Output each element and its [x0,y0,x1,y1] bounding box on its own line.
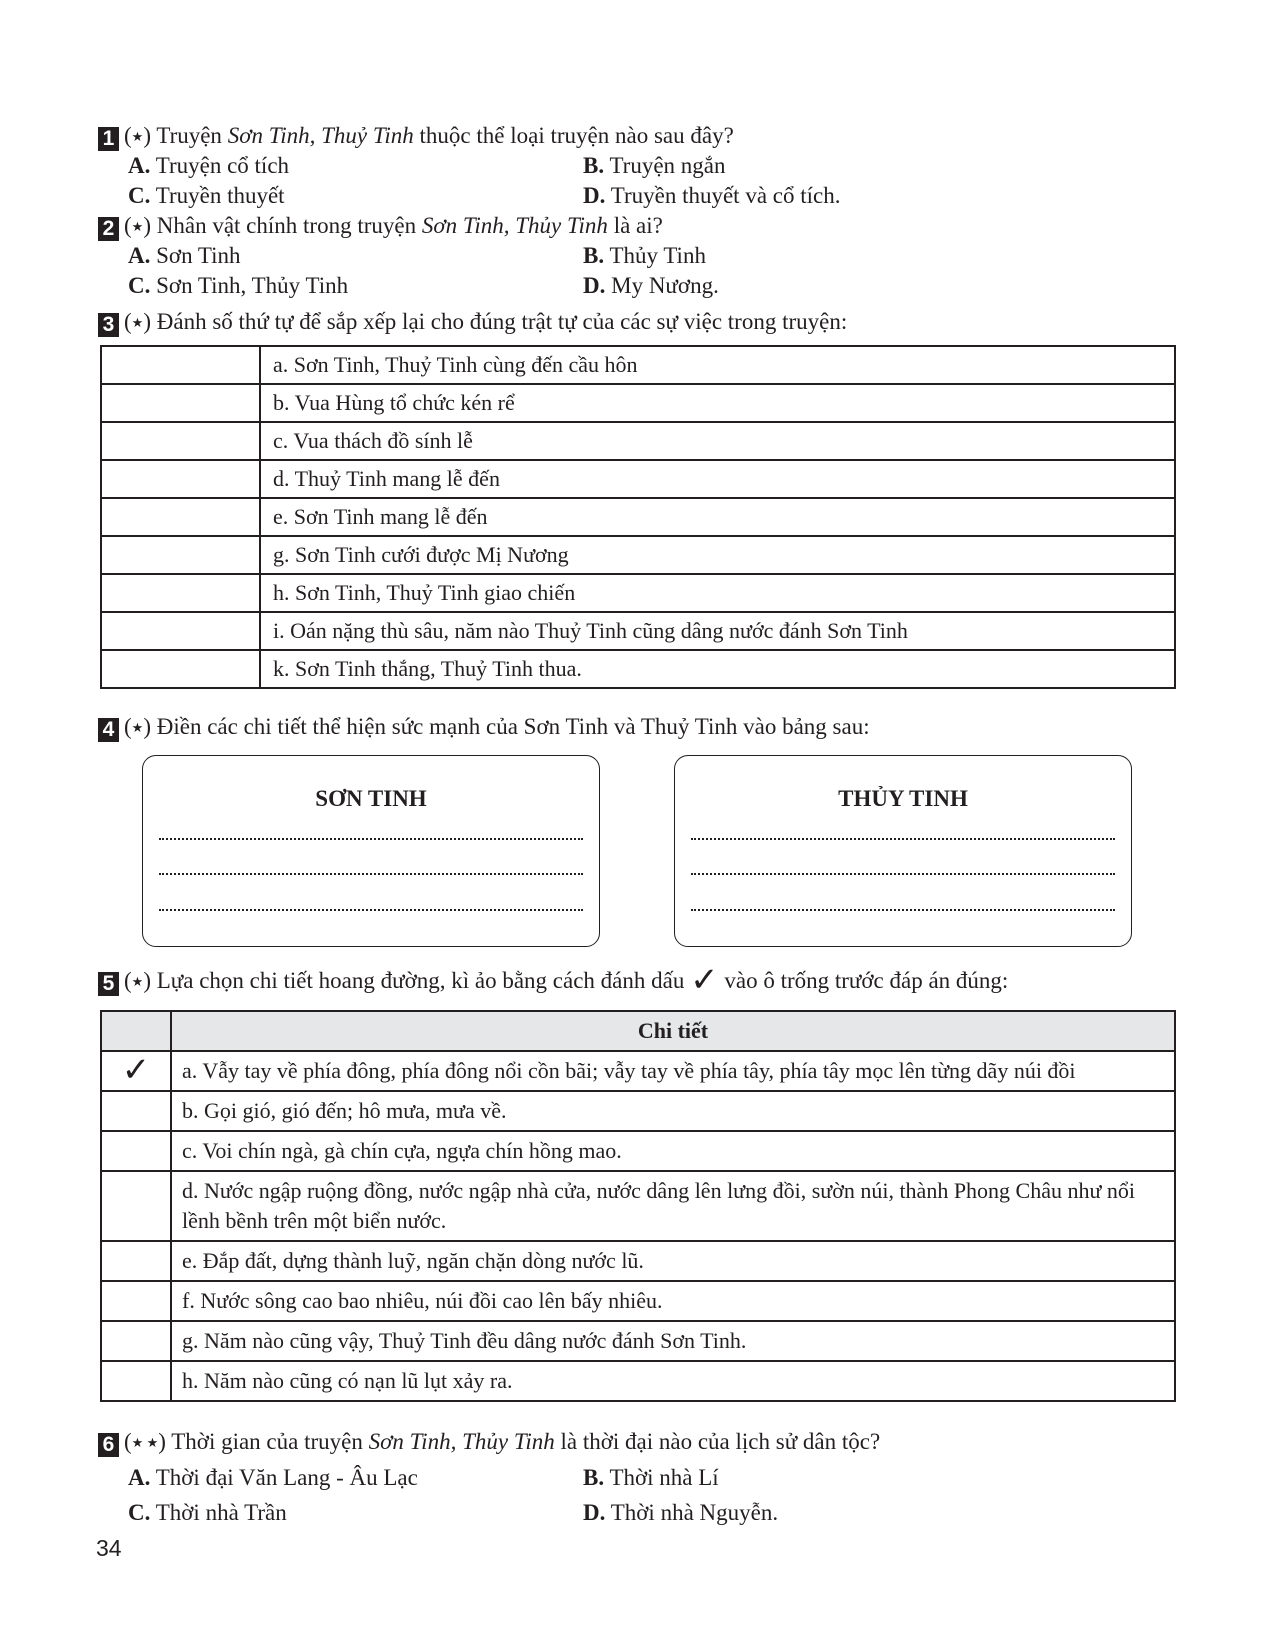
star-icon: ★ [131,974,144,989]
checkmark-icon: ✓ [690,962,719,999]
check-cell[interactable] [101,1281,171,1321]
check-cell[interactable] [101,1171,171,1241]
order-number-cell[interactable] [101,346,260,384]
question-4: 4 (★) Điền các chi tiết thể hiện sức mạnh của Sơn Tinh và Thuỷ Tinh vào bảng sau: [98,714,870,742]
story-title: Sơn Tinh, Thuỷ Tinh [227,123,414,148]
table-header: Chi tiết [171,1011,1175,1051]
order-number-cell[interactable] [101,536,260,574]
event-cell: c. Vua thách đồ sính lễ [260,422,1175,460]
option-b[interactable]: B. Thời nhà Lí [583,1465,719,1490]
question-text: Điền các chi tiết thể hiện sức mạnh của Sơn Tinh và Thuỷ Tinh vào bảng sau: [156,714,870,739]
option-b[interactable]: B. Thủy Tinh [583,243,706,268]
table-row [101,1321,1175,1361]
question-number: 5 [98,972,119,996]
event-cell: b. Vua Hùng tổ chức kén rể [260,384,1175,422]
page-number: 34 [96,1535,122,1561]
order-number-cell[interactable] [101,498,260,536]
event-cell: a. Sơn Tinh, Thuỷ Tinh cùng đến cầu hôn [260,346,1175,384]
question-number: 3 [98,313,119,337]
table-row [101,650,1175,688]
event-cell: h. Sơn Tinh, Thuỷ Tinh giao chiến [260,574,1175,612]
check-cell[interactable] [101,1241,171,1281]
detail-cell: a. Vẫy tay về phía đông, phía đông nổi cồn bãi; vẫy tay về phía tây, phía tây mọc lên từng dãy núi đồi [171,1051,1175,1091]
option-d[interactable]: D. Thời nhà Nguyễn. [583,1500,779,1525]
question-text: Đánh số thứ tự để sắp xếp lại cho đúng trật tự của các sự việc trong truyện: [156,309,848,334]
table-row [101,384,1175,422]
check-cell[interactable] [101,1091,171,1131]
event-cell: e. Sơn Tinh mang lễ đến [260,498,1175,536]
question-text: là thời đại nào của lịch sử dân tộc? [554,1429,881,1454]
table-row [101,1091,1175,1131]
order-number-cell[interactable] [101,612,260,650]
table-row [101,536,1175,574]
event-cell: d. Thuỷ Tinh mang lễ đến [260,460,1175,498]
option-a[interactable]: A. Thời đại Văn Lang - Âu Lạc [128,1465,418,1490]
detail-cell: g. Năm nào cũng vậy, Thuỷ Tinh đều dâng nước đánh Sơn Tinh. [171,1321,1175,1361]
order-number-cell[interactable] [101,650,260,688]
question-3: 3 (★) Đánh số thứ tự để sắp xếp lại cho đúng trật tự của các sự việc trong truyện: [98,309,847,337]
detail-cell: b. Gọi gió, gió đến; hô mưa, mưa về. [171,1091,1175,1131]
box-title: THỦY TINH [838,786,968,811]
option-b[interactable]: B. Truyện ngắn [583,153,726,178]
answer-line[interactable] [159,873,583,875]
question-number: 1 [98,127,119,151]
option-c[interactable]: C. Truyền thuyết [128,183,285,208]
check-cell[interactable] [101,1321,171,1361]
answer-line[interactable] [691,909,1115,911]
option-a[interactable]: A. Truyện cổ tích [128,153,290,178]
table-row [101,460,1175,498]
table-row [101,1281,1175,1321]
answer-line[interactable] [691,838,1115,840]
question-text: Nhân vật chính trong truyện [156,213,422,238]
answer-line[interactable] [159,909,583,911]
details-table [100,1010,1176,1402]
header-blank [101,1011,171,1051]
question-text: là ai? [607,213,663,238]
question-text: Lựa chọn chi tiết hoang đường, kì ảo bằng cách đánh dấu [156,968,691,993]
story-title: Sơn Tinh, Thủy Tinh [368,1429,555,1454]
detail-cell: h. Năm nào cũng có nạn lũ lụt xảy ra. [171,1361,1175,1401]
option-d[interactable]: D. Truyền thuyết và cổ tích. [583,183,841,208]
option-d[interactable]: D. My Nương. [583,273,719,298]
star-icon: ★ [131,720,144,735]
option-c[interactable]: C. Sơn Tinh, Thủy Tinh [128,273,349,298]
table-row [101,1361,1175,1401]
question-text: thuộc thể loại truyện nào sau đây? [413,123,734,148]
table-row [101,1051,1175,1091]
ordering-table [100,345,1176,689]
question-2: 2 (★) Nhân vật chính trong truyện Sơn Tinh, Thủy Tinh là ai? [98,213,663,241]
detail-cell: f. Nước sông cao bao nhiêu, núi đồi cao lên bấy nhiêu. [171,1281,1175,1321]
table-row [101,346,1175,384]
question-text: Truyện [156,123,228,148]
question-1: 1 (★) Truyện Sơn Tinh, Thuỷ Tinh thuộc thể loại truyện nào sau đây? [98,123,734,151]
event-cell: g. Sơn Tinh cưới được Mị Nương [260,536,1175,574]
check-cell[interactable] [101,1361,171,1401]
answer-line[interactable] [159,838,583,840]
order-number-cell[interactable] [101,384,260,422]
event-cell: i. Oán nặng thù sâu, năm nào Thuỷ Tinh cũng dâng nước đánh Sơn Tinh [260,612,1175,650]
table-row [101,574,1175,612]
question-number: 2 [98,217,119,241]
table-row [101,1171,1175,1241]
star-icon: ★ [131,129,144,144]
detail-cell: d. Nước ngập ruộng đồng, nước ngập nhà cửa, nước dâng lên lưng đồi, sườn núi, thành Phong Châu như nổi lềnh bềnh trên một biển nước. [171,1171,1175,1241]
question-text: Thời gian của truyện [171,1429,369,1454]
event-cell: k. Sơn Tinh thắng, Thuỷ Tinh thua. [260,650,1175,688]
question-5: 5 (★) Lựa chọn chi tiết hoang đường, kì ảo bằng cách đánh dấu ✓ vào ô trống trước đáp án đúng: [98,968,1008,996]
question-number: 4 [98,718,119,742]
detail-cell: c. Voi chín ngà, gà chín cựa, ngựa chín hồng mao. [171,1131,1175,1171]
order-number-cell[interactable] [101,574,260,612]
answer-line[interactable] [691,873,1115,875]
table-row [101,612,1175,650]
check-cell[interactable]: ✓ [101,1051,171,1091]
thuy-tinh-box [674,755,1132,947]
story-title: Sơn Tinh, Thủy Tinh [421,213,608,238]
question-6: 6 (★ ★) Thời gian của truyện Sơn Tinh, Thủy Tinh là thời đại nào của lịch sử dân tộc? [98,1429,880,1457]
star-icon: ★ ★ [131,1435,159,1450]
option-c[interactable]: C. Thời nhà Trần [128,1500,287,1525]
order-number-cell[interactable] [101,422,260,460]
table-row [101,1241,1175,1281]
box-title: SƠN TINH [315,786,427,811]
order-number-cell[interactable] [101,460,260,498]
son-tinh-box [142,755,600,947]
check-cell[interactable] [101,1131,171,1171]
star-icon: ★ [131,315,144,330]
table-row [101,1131,1175,1171]
question-number: 6 [98,1433,119,1457]
option-a[interactable]: A. Sơn Tinh [128,243,241,268]
star-icon: ★ [131,219,144,234]
table-row [101,498,1175,536]
question-text: vào ô trống trước đáp án đúng: [718,968,1009,993]
table-row [101,422,1175,460]
detail-cell: e. Đắp đất, dựng thành luỹ, ngăn chặn dòng nước lũ. [171,1241,1175,1281]
